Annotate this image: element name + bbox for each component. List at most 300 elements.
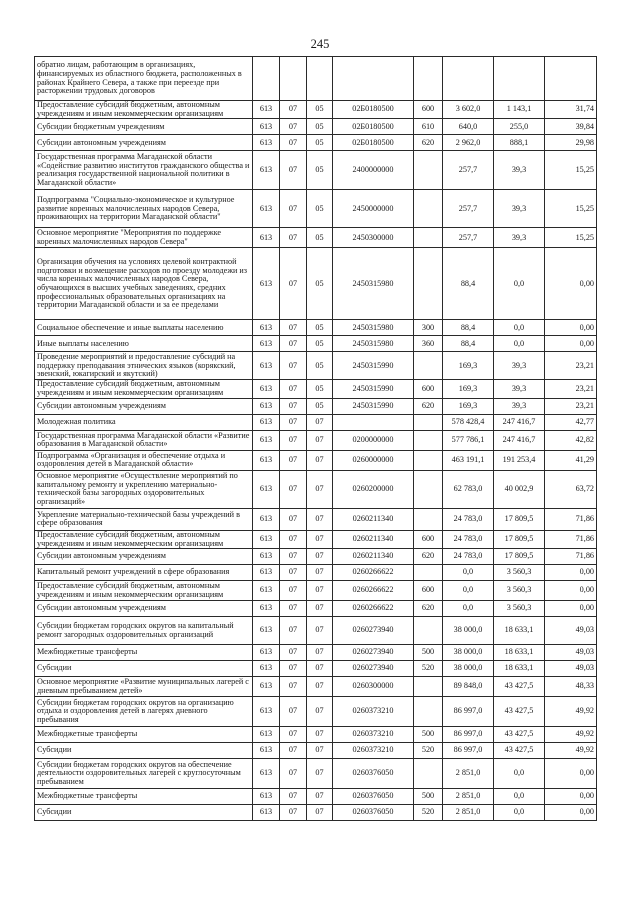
cell-target-code: 2450315980 [333, 248, 414, 320]
table-row [35, 789, 597, 805]
cell-expense-type: 600 [414, 530, 443, 548]
cell-section: 07 [280, 508, 307, 530]
cell-subsection: 07 [307, 414, 333, 430]
cell-expense-type [414, 759, 443, 789]
cell-subsection: 05 [307, 119, 333, 135]
table-row [35, 805, 597, 821]
cell-section: 07 [280, 248, 307, 320]
cell-target-code: 0260273940 [333, 645, 414, 661]
cell-expense-type: 500 [414, 789, 443, 805]
cell-name: Субсидии бюджетным учреждениям [35, 119, 253, 135]
cell-target-code: 0260211340 [333, 549, 414, 565]
cell-subsection: 07 [307, 565, 333, 581]
cell-target-code: 2450315980 [333, 336, 414, 352]
cell-target-code: 0200000000 [333, 430, 414, 450]
cell-actual: 3 560,3 [494, 581, 545, 601]
cell-subsection: 05 [307, 336, 333, 352]
cell-percent: 0,00 [545, 759, 597, 789]
cell-section: 07 [280, 549, 307, 565]
cell-percent: 0,00 [545, 581, 597, 601]
table-row [35, 549, 597, 565]
cell-name: Подпрограмма «Организация и обеспечение отдыха и оздоровления детей в Магаданской области» [35, 450, 253, 470]
cell-department: 613 [253, 248, 280, 320]
cell-expense-type: 620 [414, 398, 443, 414]
cell-target-code: 02Б0180500 [333, 119, 414, 135]
cell-subsection: 05 [307, 228, 333, 248]
cell-plan: 38 000,0 [443, 661, 494, 677]
cell-section: 07 [280, 414, 307, 430]
cell-target-code: 0260373210 [333, 697, 414, 727]
cell-actual: 3 560,3 [494, 601, 545, 617]
cell-plan: 38 000,0 [443, 645, 494, 661]
cell-plan: 88,4 [443, 320, 494, 336]
cell-subsection: 07 [307, 549, 333, 565]
cell-section: 07 [280, 727, 307, 743]
cell-percent: 15,25 [545, 151, 597, 190]
cell-department: 613 [253, 320, 280, 336]
cell-expense-type [414, 508, 443, 530]
cell-percent: 71,86 [545, 530, 597, 548]
cell-subsection: 07 [307, 697, 333, 727]
cell-actual: 39,3 [494, 352, 545, 380]
cell-section: 07 [280, 759, 307, 789]
cell-percent: 15,25 [545, 228, 597, 248]
cell-section: 07 [280, 789, 307, 805]
cell-actual: 43 427,5 [494, 697, 545, 727]
cell-section: 07 [280, 565, 307, 581]
cell-section: 07 [280, 661, 307, 677]
cell-expense-type: 500 [414, 727, 443, 743]
cell-department: 613 [253, 352, 280, 380]
cell-name: Укрепление материально-технической базы учреждений в сфере образования [35, 508, 253, 530]
cell-name: Субсидии автономным учреждениям [35, 398, 253, 414]
cell-actual: 39,3 [494, 380, 545, 398]
cell-name: Межбюджетные трансферты [35, 789, 253, 805]
cell-subsection: 07 [307, 617, 333, 645]
cell-percent [545, 57, 597, 101]
cell-actual: 247 416,7 [494, 414, 545, 430]
cell-department: 613 [253, 119, 280, 135]
cell-section: 07 [280, 743, 307, 759]
cell-section: 07 [280, 645, 307, 661]
cell-expense-type [414, 248, 443, 320]
cell-plan: 257,7 [443, 228, 494, 248]
cell-percent: 15,25 [545, 190, 597, 228]
cell-percent: 0,00 [545, 336, 597, 352]
cell-expense-type [414, 677, 443, 697]
cell-plan: 62 783,0 [443, 470, 494, 508]
cell-actual: 3 560,3 [494, 565, 545, 581]
cell-name: Субсидии [35, 743, 253, 759]
cell-percent: 49,03 [545, 645, 597, 661]
cell-plan: 640,0 [443, 119, 494, 135]
cell-expense-type: 520 [414, 743, 443, 759]
cell-section: 07 [280, 697, 307, 727]
cell-section: 07 [280, 320, 307, 336]
cell-department: 613 [253, 530, 280, 548]
cell-department: 613 [253, 430, 280, 450]
cell-name: Молодежная политика [35, 414, 253, 430]
cell-plan: 0,0 [443, 565, 494, 581]
cell-expense-type: 300 [414, 320, 443, 336]
cell-target-code: 0260266622 [333, 565, 414, 581]
cell-expense-type: 620 [414, 601, 443, 617]
cell-name: обратно лицам, работающим в организациях, финансируемых из областного бюджета, расположенных в районах Крайнего Севера, а также при переезде при расторжении трудовых договоров [35, 57, 253, 101]
cell-subsection: 05 [307, 352, 333, 380]
cell-subsection: 05 [307, 151, 333, 190]
cell-plan: 257,7 [443, 151, 494, 190]
cell-plan: 86 997,0 [443, 727, 494, 743]
cell-name: Межбюджетные трансферты [35, 645, 253, 661]
cell-expense-type: 600 [414, 101, 443, 119]
cell-department: 613 [253, 789, 280, 805]
cell-plan: 86 997,0 [443, 743, 494, 759]
cell-department: 613 [253, 470, 280, 508]
cell-actual: 39,3 [494, 228, 545, 248]
cell-subsection: 07 [307, 450, 333, 470]
table-row [35, 135, 597, 151]
cell-expense-type: 520 [414, 661, 443, 677]
cell-department: 613 [253, 380, 280, 398]
cell-expense-type: 500 [414, 645, 443, 661]
cell-name: Иные выплаты населению [35, 336, 253, 352]
table-row [35, 470, 597, 508]
cell-actual [494, 57, 545, 101]
cell-name: Предоставление субсидий бюджетным, автономным учреждениям и иным некоммерческим организациям [35, 101, 253, 119]
cell-subsection: 07 [307, 759, 333, 789]
cell-name: Субсидии [35, 661, 253, 677]
table-row [35, 450, 597, 470]
cell-plan: 0,0 [443, 601, 494, 617]
cell-actual: 39,3 [494, 190, 545, 228]
cell-expense-type [414, 430, 443, 450]
table-row [35, 581, 597, 601]
cell-target-code: 02Б0180500 [333, 135, 414, 151]
cell-percent: 0,00 [545, 805, 597, 821]
cell-subsection [307, 57, 333, 101]
cell-plan: 88,4 [443, 336, 494, 352]
cell-subsection: 05 [307, 380, 333, 398]
table-row [35, 101, 597, 119]
cell-section: 07 [280, 190, 307, 228]
cell-actual: 255,0 [494, 119, 545, 135]
cell-department: 613 [253, 190, 280, 228]
cell-percent: 41,29 [545, 450, 597, 470]
cell-target-code: 0260266622 [333, 581, 414, 601]
cell-expense-type: 360 [414, 336, 443, 352]
cell-department: 613 [253, 450, 280, 470]
cell-subsection: 07 [307, 581, 333, 601]
cell-department: 613 [253, 805, 280, 821]
cell-expense-type [414, 565, 443, 581]
cell-name: Организация обучения на условиях целевой контрактной подготовки и возмещение расходов по проезду молодежи из числа коренных малочисленных народов Севера, обучающихся в высших учебных заведениях, средних профессиональных образовательных организациях на территории Магаданской области и за ее пределами [35, 248, 253, 320]
cell-section [280, 57, 307, 101]
cell-target-code: 2450315990 [333, 352, 414, 380]
cell-section: 07 [280, 101, 307, 119]
cell-section: 07 [280, 470, 307, 508]
cell-section: 07 [280, 380, 307, 398]
cell-name: Субсидии автономным учреждениям [35, 601, 253, 617]
cell-plan: 2 851,0 [443, 759, 494, 789]
cell-name: Субсидии бюджетам городских округов на капитальный ремонт загородных оздоровительных организаций [35, 617, 253, 645]
cell-expense-type [414, 617, 443, 645]
cell-expense-type [414, 228, 443, 248]
cell-expense-type [414, 190, 443, 228]
cell-name: Предоставление субсидий бюджетным, автономным учреждениям и иным некоммерческим организациям [35, 380, 253, 398]
cell-actual: 247 416,7 [494, 430, 545, 450]
cell-actual: 43 427,5 [494, 743, 545, 759]
cell-plan: 89 848,0 [443, 677, 494, 697]
cell-name: Субсидии автономным учреждениям [35, 135, 253, 151]
cell-department: 613 [253, 101, 280, 119]
cell-target-code: 0260300000 [333, 677, 414, 697]
cell-target-code: 0260373210 [333, 727, 414, 743]
cell-subsection: 07 [307, 508, 333, 530]
table-body [35, 57, 597, 821]
cell-plan: 88,4 [443, 248, 494, 320]
cell-name: Субсидии бюджетам городских округов на обеспечение деятельности оздоровительных лагерей с круглосуточным пребыванием [35, 759, 253, 789]
cell-subsection: 07 [307, 727, 333, 743]
cell-department: 613 [253, 414, 280, 430]
cell-plan: 257,7 [443, 190, 494, 228]
cell-subsection: 07 [307, 470, 333, 508]
cell-actual: 191 253,4 [494, 450, 545, 470]
cell-section: 07 [280, 581, 307, 601]
cell-plan: 24 783,0 [443, 530, 494, 548]
cell-section: 07 [280, 530, 307, 548]
cell-department: 613 [253, 759, 280, 789]
cell-actual: 888,1 [494, 135, 545, 151]
cell-plan: 24 783,0 [443, 508, 494, 530]
cell-target-code: 2450300000 [333, 228, 414, 248]
budget-execution-table [34, 56, 597, 821]
cell-actual: 43 427,5 [494, 677, 545, 697]
cell-percent: 0,00 [545, 601, 597, 617]
table-row [35, 57, 597, 101]
cell-name: Основное мероприятие «Развитие муниципальных лагерей с дневным пребыванием детей» [35, 677, 253, 697]
table-row [35, 530, 597, 548]
cell-actual: 0,0 [494, 759, 545, 789]
cell-subsection: 07 [307, 645, 333, 661]
cell-target-code: 0260000000 [333, 450, 414, 470]
cell-subsection: 05 [307, 190, 333, 228]
cell-plan: 86 997,0 [443, 697, 494, 727]
cell-department: 613 [253, 697, 280, 727]
cell-department: 613 [253, 151, 280, 190]
cell-actual: 17 809,5 [494, 530, 545, 548]
cell-department: 613 [253, 398, 280, 414]
cell-percent: 23,21 [545, 380, 597, 398]
cell-target-code: 0260200000 [333, 470, 414, 508]
table-row [35, 759, 597, 789]
cell-section: 07 [280, 430, 307, 450]
cell-expense-type: 520 [414, 805, 443, 821]
cell-name: Субсидии автономным учреждениям [35, 549, 253, 565]
cell-subsection: 05 [307, 101, 333, 119]
cell-subsection: 07 [307, 530, 333, 548]
cell-actual: 0,0 [494, 336, 545, 352]
cell-subsection: 07 [307, 743, 333, 759]
table-row [35, 645, 597, 661]
cell-percent: 0,00 [545, 789, 597, 805]
cell-percent: 31,74 [545, 101, 597, 119]
cell-actual: 0,0 [494, 805, 545, 821]
cell-name: Предоставление субсидий бюджетным, автономным учреждениям и иным некоммерческим организациям [35, 581, 253, 601]
cell-plan: 24 783,0 [443, 549, 494, 565]
cell-target-code: 0260373210 [333, 743, 414, 759]
cell-target-code [333, 414, 414, 430]
cell-expense-type: 610 [414, 119, 443, 135]
cell-percent: 0,00 [545, 565, 597, 581]
cell-section: 07 [280, 601, 307, 617]
cell-expense-type [414, 697, 443, 727]
cell-actual: 39,3 [494, 151, 545, 190]
table-row [35, 508, 597, 530]
cell-name: Подпрограмма "Социально-экономическое и культурное развитие коренных малочисленных народов Севера, проживающих на территории Магаданской области" [35, 190, 253, 228]
cell-name: Основное мероприятие «Осуществление мероприятий по капитальному ремонту и укреплению материально-технической базы загородных оздоровительных организаций» [35, 470, 253, 508]
cell-name: Межбюджетные трансферты [35, 727, 253, 743]
table-row [35, 320, 597, 336]
cell-percent: 63,72 [545, 470, 597, 508]
cell-department: 613 [253, 135, 280, 151]
cell-department: 613 [253, 336, 280, 352]
cell-target-code: 0260211340 [333, 508, 414, 530]
cell-section: 07 [280, 135, 307, 151]
table-row [35, 727, 597, 743]
cell-name: Основное мероприятие "Мероприятия по поддержке коренных малочисленных народов Севера" [35, 228, 253, 248]
cell-actual: 43 427,5 [494, 727, 545, 743]
cell-actual: 18 633,1 [494, 617, 545, 645]
cell-percent: 23,21 [545, 352, 597, 380]
table-row [35, 336, 597, 352]
cell-name: Государственная программа Магаданской области «Содействие развитию институтов гражданского общества и реализация государственной национальной политики в Магаданской области» [35, 151, 253, 190]
cell-actual: 39,3 [494, 398, 545, 414]
cell-section: 07 [280, 119, 307, 135]
cell-expense-type [414, 151, 443, 190]
cell-target-code: 0260266622 [333, 601, 414, 617]
cell-target-code: 2400000000 [333, 151, 414, 190]
cell-percent: 0,00 [545, 320, 597, 336]
cell-target-code: 2450315990 [333, 380, 414, 398]
cell-expense-type: 620 [414, 549, 443, 565]
cell-subsection: 07 [307, 601, 333, 617]
cell-section: 07 [280, 228, 307, 248]
cell-expense-type: 600 [414, 380, 443, 398]
cell-name: Проведение мероприятий и предоставление субсидий на поддержку преподавания этнических языков (корякский, эвенский, юкагирский и якутский) [35, 352, 253, 380]
cell-percent: 49,92 [545, 743, 597, 759]
table-row [35, 248, 597, 320]
cell-expense-type [414, 470, 443, 508]
cell-plan: 38 000,0 [443, 617, 494, 645]
cell-actual: 40 002,9 [494, 470, 545, 508]
cell-percent: 48,33 [545, 677, 597, 697]
table-row [35, 119, 597, 135]
cell-target-code: 0260211340 [333, 530, 414, 548]
table-row [35, 151, 597, 190]
cell-expense-type [414, 414, 443, 430]
cell-department: 613 [253, 581, 280, 601]
table-row [35, 352, 597, 380]
cell-subsection: 07 [307, 430, 333, 450]
cell-actual: 0,0 [494, 789, 545, 805]
cell-section: 07 [280, 151, 307, 190]
table-row [35, 190, 597, 228]
table-row [35, 565, 597, 581]
cell-plan [443, 57, 494, 101]
cell-department: 613 [253, 228, 280, 248]
cell-section: 07 [280, 677, 307, 697]
cell-target-code: 0260376050 [333, 805, 414, 821]
cell-subsection: 07 [307, 661, 333, 677]
cell-expense-type [414, 57, 443, 101]
cell-percent: 71,86 [545, 549, 597, 565]
cell-target-code: 2450000000 [333, 190, 414, 228]
cell-percent: 23,21 [545, 398, 597, 414]
cell-department: 613 [253, 565, 280, 581]
cell-percent: 42,77 [545, 414, 597, 430]
cell-department: 613 [253, 508, 280, 530]
table-row [35, 601, 597, 617]
cell-target-code: 02Б0180500 [333, 101, 414, 119]
cell-subsection: 05 [307, 248, 333, 320]
cell-subsection: 05 [307, 320, 333, 336]
cell-subsection: 07 [307, 805, 333, 821]
cell-name: Государственная программа Магаданской области «Развитие образования в Магаданской области» [35, 430, 253, 450]
cell-plan: 2 962,0 [443, 135, 494, 151]
cell-target-code [333, 57, 414, 101]
cell-percent: 49,03 [545, 661, 597, 677]
cell-section: 07 [280, 450, 307, 470]
cell-actual: 0,0 [494, 248, 545, 320]
table-row [35, 697, 597, 727]
cell-department: 613 [253, 743, 280, 759]
cell-department: 613 [253, 601, 280, 617]
cell-plan: 169,3 [443, 380, 494, 398]
cell-target-code: 0260376050 [333, 789, 414, 805]
cell-actual: 18 633,1 [494, 645, 545, 661]
cell-department: 613 [253, 727, 280, 743]
cell-percent: 49,92 [545, 727, 597, 743]
cell-plan: 2 851,0 [443, 789, 494, 805]
table-row [35, 398, 597, 414]
cell-subsection: 07 [307, 677, 333, 697]
cell-plan: 169,3 [443, 398, 494, 414]
cell-percent: 0,00 [545, 248, 597, 320]
cell-plan: 0,0 [443, 581, 494, 601]
cell-expense-type [414, 450, 443, 470]
cell-actual: 18 633,1 [494, 661, 545, 677]
cell-target-code: 0260376050 [333, 759, 414, 789]
cell-plan: 3 602,0 [443, 101, 494, 119]
cell-department: 613 [253, 617, 280, 645]
cell-department: 613 [253, 661, 280, 677]
cell-expense-type: 620 [414, 135, 443, 151]
cell-plan: 169,3 [443, 352, 494, 380]
cell-actual: 1 143,1 [494, 101, 545, 119]
table-row [35, 380, 597, 398]
cell-target-code: 2450315980 [333, 320, 414, 336]
cell-section: 07 [280, 805, 307, 821]
table-row [35, 617, 597, 645]
page-number: 245 [310, 37, 330, 51]
cell-expense-type [414, 352, 443, 380]
cell-name: Субсидии бюджетам городских округов на организацию отдыха и оздоровления детей в лагерях дневного пребывания [35, 697, 253, 727]
cell-department: 613 [253, 549, 280, 565]
cell-name: Предоставление субсидий бюджетным, автономным учреждениям и иным некоммерческим организациям [35, 530, 253, 548]
cell-name: Субсидии [35, 805, 253, 821]
cell-percent: 49,03 [545, 617, 597, 645]
table-row [35, 228, 597, 248]
